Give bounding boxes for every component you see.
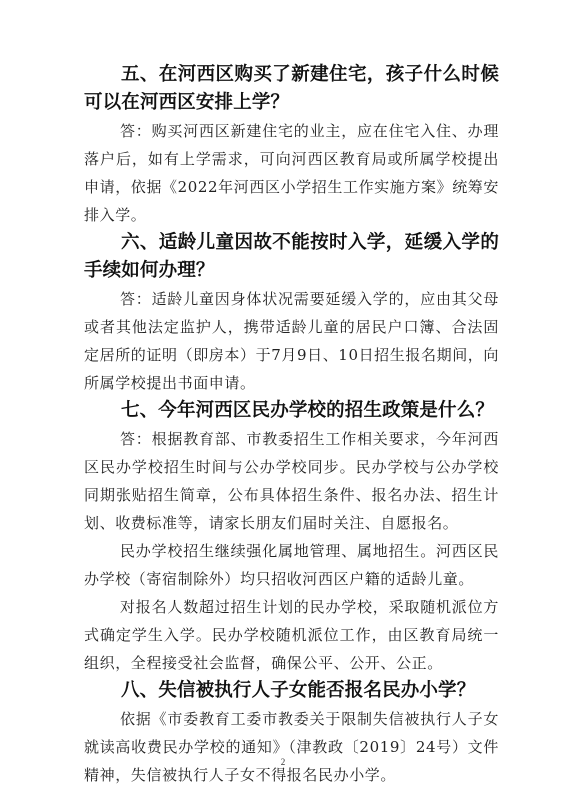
faq-question-7: 七、今年河西区民办学校的招生政策是什么？: [121, 400, 495, 421]
page-number: 2: [280, 757, 286, 767]
faq-answer-7-paragraph-3: 对报名人数超过招生计划的民办学校，采取随机派位方式确定学生入学。民办学校随机派位工作，由区教育局统一组织，全程接受社会监督，确保公平、公开、公正。: [84, 598, 499, 672]
faq-answer-8: 依据《市委教育工委市教委关于限制失信被执行人子女就读高收费民办学校的通知》（津教政〔2019〕24号）文件精神，失信被执行人子女不得报名民办小学。: [84, 710, 499, 784]
faq-section-6: [84, 229, 499, 397]
faq-answer-6: 答：适龄儿童因身体状况需要延缓入学的，应由其父母或者其他法定监护人，携带适龄儿童的居民户口簿、合法固定居所的证明（即房本）于7月9日、10日招生报名期间，向所属学校提出书面申请。: [84, 290, 499, 392]
faq-answer-5: 答：购买河西区新建住宅的业主，应在住宅入住、办理落户后，如有上学需求，可向河西区教育局或所属学校提出申请，依据《2022年河西区小学招生工作实施方案》统筹安排入学。: [84, 122, 499, 224]
faq-section-7: [84, 397, 499, 677]
faq-section-8: [84, 677, 499, 789]
document-body: [84, 61, 499, 789]
faq-question-8: 八、失信被执行人子女能否报名民办小学？: [121, 680, 476, 701]
faq-answer-7-paragraph-1: 答：根据教育部、市教委招生工作相关要求，今年河西区民办学校招生时间与公办学校同步。民办学校与公办学校同期张贴招生简章，公布具体招生条件、报名办法、招生计划、收费标准等，请家长朋友们届时关注、自愿报名。: [84, 430, 499, 532]
faq-answer-7-paragraph-2: 民办学校招生继续强化属地管理、属地招生。河西区民办学校（寄宿制除外）均只招收河西区户籍的适龄儿童。: [84, 542, 499, 588]
faq-question-6: 六、适龄儿童因故不能按时入学，延缓入学的手续如何办理？: [84, 232, 499, 281]
faq-section-5: [84, 61, 499, 229]
faq-question-5: 五、在河西区购买了新建住宅，孩子什么时候可以在河西区安排上学？: [84, 64, 499, 113]
